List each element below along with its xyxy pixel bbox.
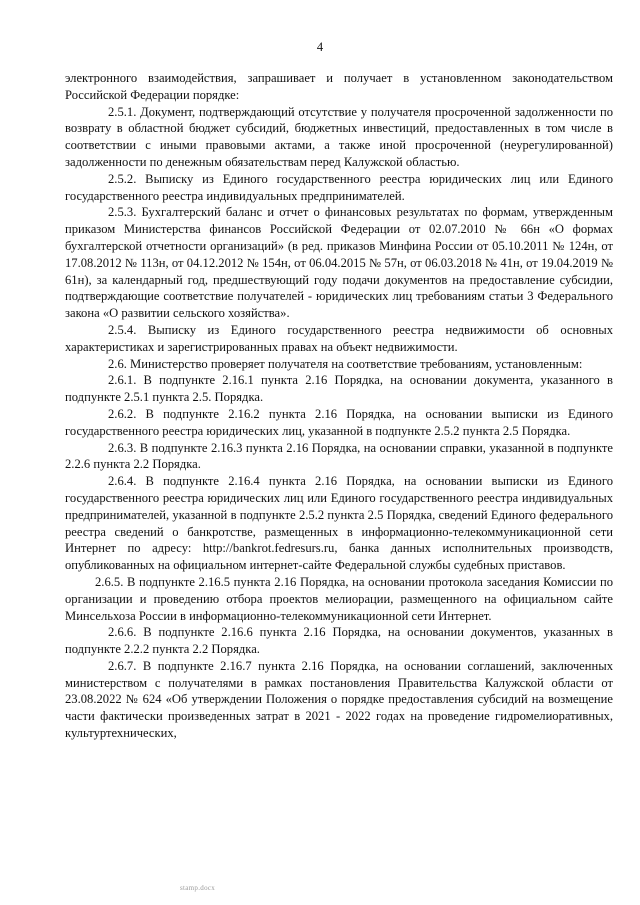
paragraph-intro: электронного взаимодействия, запрашивает и получает в установленном законодательством Российской Федерации порядке: <box>65 71 613 102</box>
paragraph-2-5-3: 2.5.3. Бухгалтерский баланс и отчет о финансовых результатах по формам, утвержденным приказом Министерства финансов Российской Федерации от 02.07.2010 № 66н «О формах бухгалтерской отчетности организаций» (в ред. приказов Минфина России от 05.10.2011 № 124н, от 17.08.2012 № 113н, от 04.12.2012 № 154н, от 06.04.2015 № 57н, от 06.03.2018 № 41н, от 19.04.2019 № 61н), за календарный год, предшествующий году подачи документов на предоставление субсидии, подтверждающие соответствие получателей - юридических лиц требованиям статьи 3 Федерального закона «О развитии сельского хозяйства». <box>65 205 613 321</box>
paragraph-2-5-1: 2.5.1. Документ, подтверждающий отсутствие у получателя просроченной задолженности по возврату в областной бюджет субсидий, бюджетных инвестиций, предоставленных в том числе в соответствии с иными правовыми актами, а также иной просроченной (неурегулированной) задолженности по денежным обязательствам перед Калужской областью. <box>65 104 613 169</box>
paragraph-2-6-7: 2.6.7. В подпункте 2.16.7 пункта 2.16 Порядка, на основании соглашений, заключенных министерством с получателями в рамках постановления Правительства Калужской области от 23.08.2022 № 624 «Об утверждении Положения о порядке предоставления субсидий на возмещение части фактически произведенных затрат в 2021 - 2022 годах на проведение гидромелиоративных, культуртехнических, <box>65 658 613 741</box>
document-body <box>65 70 613 742</box>
page-number: 4 <box>316 40 324 54</box>
paragraph-2-5-2: 2.5.2. Выписку из Единого государственного реестра юридических лиц или Единого государственного реестра индивидуальных предпринимателей. <box>65 171 613 203</box>
paragraph-2-6-1: 2.6.1. В подпункте 2.16.1 пункта 2.16 Порядка, на основании документа, указанного в подпункте 2.5.1 пункта 2.5. Порядка. <box>65 373 613 405</box>
paragraph-2-6-5: 2.6.5. В подпункте 2.16.5 пункта 2.16 Порядка, на основании протокола заседания Комиссии по организации и проведению отбора проектов мелиорации, размещенного на официальном сайте Минсельхоза России в информационно-телекоммуникационной сети Интернет. <box>65 574 613 623</box>
paragraph-2-6-6: 2.6.6. В подпункте 2.16.6 пункта 2.16 Порядка, на основании документов, указанных в подпункте 2.2.2 пункта 2.2 Порядка. <box>65 625 613 657</box>
paragraph-2-6-3: 2.6.3. В подпункте 2.16.3 пункта 2.16 Порядка, на основании справки, указанной в подпункте 2.2.6 пункта 2.2 Порядка. <box>65 440 613 472</box>
paragraph-2-6-4: 2.6.4. В подпункте 2.16.4 пункта 2.16 Порядка, на основании выписки из Единого государственного реестра юридических лиц или Единого государственного реестра индивидуальных предпринимателей, указанной в подпункте 2.5.2 пункта 2.5 Порядка, сведений Единого федерального реестра сведений о банкротстве, размещенных в информационно-телекоммуникационной сети Интернет по адресу: http://bankrot.fedresurs.ru, банка данных исполнительных производств, опубликованных на официальном интернет-сайте Федеральной службы судебных приставов. <box>65 474 613 573</box>
paragraph-2-5-4: 2.5.4. Выписку из Единого государственного реестра недвижимости об основных характеристиках и зарегистрированных правах на объект недвижимости. <box>65 322 613 354</box>
footer-mark: stamp.docx <box>180 884 216 892</box>
paragraph-2-6: 2.6. Министерство проверяет получателя на соответствие требованиям, установленным: <box>108 356 583 371</box>
paragraph-2-6-2: 2.6.2. В подпункте 2.16.2 пункта 2.16 Порядка, на основании выписки из Единого государственного реестра юридических лиц, указанной в подпункте 2.5.2 пункта 2.5 Порядка. <box>65 406 613 438</box>
